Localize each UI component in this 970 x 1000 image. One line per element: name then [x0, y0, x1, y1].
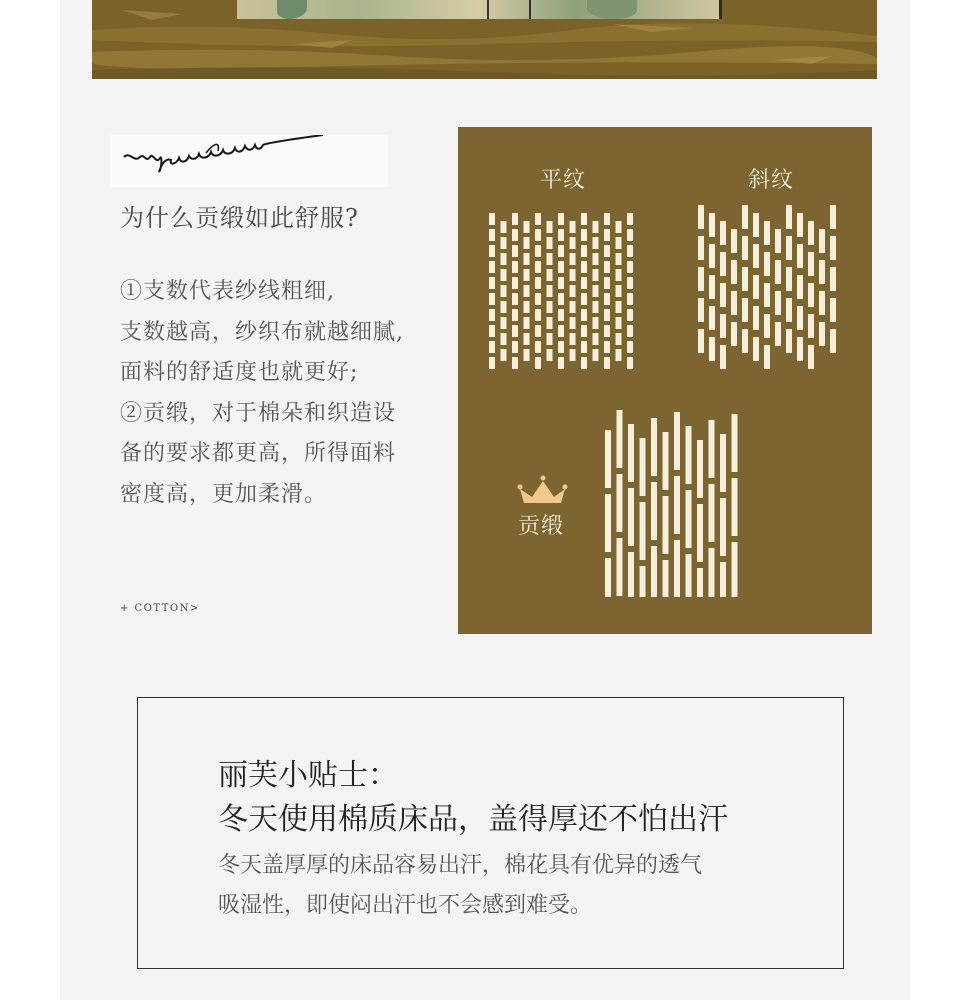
bedding-photo	[237, 0, 722, 19]
twill-weave-segment	[786, 267, 792, 291]
satin-weave-segment	[663, 496, 669, 554]
satin-weave-segment	[720, 562, 726, 597]
satin-weave-segment	[709, 548, 715, 597]
twill-weave-segment	[775, 229, 781, 253]
satin-weave-segment	[640, 502, 646, 560]
plain-weave-segment	[570, 285, 576, 297]
tip-box	[137, 697, 844, 969]
plain-weave-segment	[627, 293, 633, 305]
plain-weave-segment	[604, 245, 610, 257]
body-line: 面料的舒适度也就更好;	[120, 360, 359, 385]
plain-weave-segment	[616, 253, 622, 265]
twill-weave-segment	[720, 221, 726, 245]
satin-weave-segment	[686, 490, 692, 548]
satin-weave-segment	[628, 552, 634, 597]
twill-weave-segment	[808, 221, 814, 245]
plain-weave-segment	[524, 253, 530, 265]
twill-weave-segment	[698, 267, 704, 291]
plain-weave-segment	[593, 269, 599, 281]
twill-weave-segment	[764, 283, 770, 307]
plain-weave-segment	[616, 285, 622, 297]
twill-weave-segment	[753, 306, 759, 330]
twill-weave-segment	[720, 283, 726, 307]
satin-weave-segment	[686, 554, 692, 597]
plain-weave-segment	[558, 341, 564, 353]
plain-weave-segment	[547, 333, 553, 345]
satin-weave-segment	[640, 566, 646, 597]
twill-weave-segment	[753, 337, 759, 361]
plain-weave-segment	[581, 293, 587, 305]
plain-weave-segment	[616, 221, 622, 233]
plain-weave-segment	[535, 341, 541, 353]
plain-weave-segment	[604, 277, 610, 289]
plain-weave-segment	[535, 229, 541, 241]
plain-weave-segment	[627, 245, 633, 257]
twill-weave-segment	[819, 322, 825, 346]
plain-weave-segment	[627, 341, 633, 353]
plain-weave-segment	[627, 277, 633, 289]
plain-weave-segment	[570, 253, 576, 265]
plain-weave-segment	[558, 277, 564, 289]
plain-weave-segment	[616, 333, 622, 345]
plain-weave-segment	[547, 285, 553, 297]
satin-weave-segment	[605, 494, 611, 552]
tip-body	[218, 846, 702, 926]
satin-weave-segment	[605, 558, 611, 597]
satin-weave-segment	[674, 476, 680, 534]
plain-weave-segment	[570, 349, 576, 361]
twill-weave-segment	[709, 244, 715, 268]
plain-weave-segment	[501, 253, 507, 265]
script-word-box	[110, 135, 388, 187]
twill-weave-segment	[698, 236, 704, 260]
plain-weave-segment	[489, 245, 495, 257]
twill-weave-segment	[808, 283, 814, 307]
twill-weave-segment	[786, 236, 792, 260]
plain-weave-segment	[501, 221, 507, 233]
plain-weave-segment	[501, 269, 507, 281]
plain-weave-segment	[593, 285, 599, 297]
satin-weave-segment	[697, 504, 703, 562]
plain-weave-segment	[616, 349, 622, 361]
plain-weave-segment	[512, 325, 518, 337]
plain-weave-segment	[512, 277, 518, 289]
plain-weave-segment	[558, 357, 564, 369]
plain-weave-segment	[581, 229, 587, 241]
plain-weave-segment	[593, 333, 599, 345]
plain-weave-segment	[581, 341, 587, 353]
twill-weave-segment	[720, 345, 726, 369]
plain-weave-segment	[535, 357, 541, 369]
plain-weave-segment	[616, 301, 622, 313]
plain-weave-segment	[604, 309, 610, 321]
satin-weave-segment	[674, 540, 680, 597]
twill-weave-segment	[775, 322, 781, 346]
plain-weave-segment	[512, 213, 518, 225]
twill-weave-segment	[808, 314, 814, 338]
satin-weave-segment	[732, 414, 738, 472]
weave-panel	[458, 127, 872, 634]
satin-weave-segment	[720, 498, 726, 556]
plain-weave-segment	[581, 245, 587, 257]
plain-weave-segment	[627, 213, 633, 225]
twill-weave-segment	[731, 229, 737, 253]
satin-weave-segment	[663, 560, 669, 597]
plain-weave-segment	[547, 253, 553, 265]
cotton-tag: + COTTON>	[120, 603, 200, 614]
plain-weave-segment	[489, 341, 495, 353]
twill-weave-segment	[786, 298, 792, 322]
plain-weave-segment	[570, 269, 576, 281]
satin-weave-segment	[674, 412, 680, 470]
plain-weave-segment	[593, 317, 599, 329]
plain-weave-segment	[535, 325, 541, 337]
plain-weave-segment	[604, 341, 610, 353]
twill-weave-segment	[786, 205, 792, 229]
plain-weave-segment	[535, 277, 541, 289]
plain-weave-segment	[535, 245, 541, 257]
satin-weave-segment	[651, 482, 657, 540]
tip-subtitle: 冬天使用棉质床品，盖得厚还不怕出汗	[218, 802, 728, 837]
plain-weave-label: 平纹	[540, 168, 587, 193]
satin-weave-label: 贡缎	[518, 514, 565, 539]
twill-weave-segment	[709, 337, 715, 361]
plain-weave-segment	[489, 293, 495, 305]
plain-weave-segment	[535, 293, 541, 305]
satin-weave-segment	[605, 430, 611, 488]
plain-weave-segment	[593, 221, 599, 233]
plain-weave-segment	[512, 245, 518, 257]
twill-weave-segment	[797, 275, 803, 299]
satin-weave-segment	[628, 424, 634, 482]
tip-body-line: 吸湿性，即使闷出汗也不会感到难受。	[218, 893, 593, 918]
twill-weave-segment	[830, 267, 836, 291]
twill-weave-segment	[830, 329, 836, 353]
body-line: 密度高，更加柔滑。	[120, 481, 328, 507]
satin-weave-segment	[697, 568, 703, 597]
tip-body-line: 冬天盖厚厚的床品容易出汗，棉花具有优异的透气	[218, 853, 703, 878]
twill-weave-segment	[698, 329, 704, 353]
section-body	[120, 272, 450, 515]
twill-weave-segment	[775, 260, 781, 284]
plain-weave-segment	[547, 269, 553, 281]
satin-weave-segment	[697, 440, 703, 498]
plain-weave-segment	[524, 237, 530, 249]
twill-weave-segment	[720, 314, 726, 338]
satin-weave-segment	[617, 410, 623, 468]
twill-weave-segment	[764, 345, 770, 369]
plain-weave-segment	[616, 237, 622, 249]
twill-weave-segment	[797, 337, 803, 361]
plain-weave-segment	[501, 317, 507, 329]
plain-weave-segment	[581, 213, 587, 225]
twill-weave-segment	[830, 298, 836, 322]
twill-weave-segment	[808, 345, 814, 369]
plain-weave-segment	[558, 325, 564, 337]
plain-weave-segment	[524, 301, 530, 313]
twill-weave-segment	[764, 314, 770, 338]
plain-weave-segment	[593, 349, 599, 361]
plain-weave-segment	[512, 341, 518, 353]
twill-weave-segment	[830, 236, 836, 260]
plain-weave-segment	[604, 213, 610, 225]
plain-weave-segment	[581, 325, 587, 337]
plain-weave-segment	[604, 261, 610, 273]
body-line: 支数越高，纱织布就越细腻,	[120, 319, 404, 345]
plain-weave-segment	[512, 309, 518, 321]
twill-weave-segment	[764, 221, 770, 245]
plain-weave-segment	[524, 349, 530, 361]
twill-weave-segment	[742, 205, 748, 229]
plain-weave-segment	[581, 277, 587, 289]
twill-weave-segment	[753, 244, 759, 268]
plain-weave-segment	[547, 221, 553, 233]
plain-weave-segment	[627, 229, 633, 241]
plain-weave-segment	[489, 325, 495, 337]
section-heading: 为什么贡缎如此舒服?	[120, 204, 359, 232]
plain-weave-segment	[558, 245, 564, 257]
twill-weave-segment	[797, 213, 803, 237]
plain-weave-segment	[489, 309, 495, 321]
twill-weave-segment	[830, 205, 836, 229]
plain-weave-segment	[616, 317, 622, 329]
plain-weave-segment	[558, 293, 564, 305]
twill-weave-segment	[819, 260, 825, 284]
satin-weave-segment	[617, 474, 623, 532]
satin-weave-segment	[663, 432, 669, 490]
twill-weave-segment	[753, 275, 759, 299]
twill-weave-segment	[742, 298, 748, 322]
plain-weave-segment	[489, 213, 495, 225]
satin-weave-segment	[732, 542, 738, 597]
plain-weave-segment	[512, 229, 518, 241]
plain-weave-segment	[627, 325, 633, 337]
twill-weave-segment	[742, 236, 748, 260]
satin-weave-segment	[732, 478, 738, 536]
twill-weave-segment	[819, 229, 825, 253]
satin-weave-segment	[651, 546, 657, 597]
plain-weave-segment	[593, 237, 599, 249]
body-line: 备的要求都更高，所得面料	[120, 441, 397, 466]
twill-weave-segment	[731, 291, 737, 315]
twill-weave-segment	[753, 213, 759, 237]
twill-weave-segment	[797, 244, 803, 268]
plain-weave-segment	[501, 301, 507, 313]
plain-weave-segment	[547, 237, 553, 249]
plain-weave-segment	[558, 213, 564, 225]
plain-weave-segment	[489, 277, 495, 289]
plain-weave-segment	[512, 261, 518, 273]
plain-weave-segment	[627, 357, 633, 369]
twill-weave-segment	[786, 329, 792, 353]
top-banner-image	[92, 0, 877, 79]
plain-weave-segment	[547, 317, 553, 329]
plain-weave-segment	[535, 309, 541, 321]
satin-weave-segment	[617, 538, 623, 596]
plain-weave-segment	[604, 229, 610, 241]
twill-weave-segment	[819, 291, 825, 315]
plain-weave-segment	[570, 237, 576, 249]
satin-weave-segment	[709, 420, 715, 478]
satin-weave-segment	[686, 426, 692, 484]
twill-weave-segment	[808, 252, 814, 276]
plain-weave-segment	[570, 317, 576, 329]
plain-weave-segment	[524, 333, 530, 345]
script-word-handwriting	[110, 135, 388, 187]
plain-weave-segment	[535, 213, 541, 225]
plain-weave-segment	[627, 309, 633, 321]
plain-weave-segment	[558, 261, 564, 273]
plain-weave-segment	[570, 301, 576, 313]
plain-weave-segment	[535, 261, 541, 273]
satin-weave-segment	[709, 484, 715, 542]
plain-weave-segment	[604, 357, 610, 369]
twill-weave-segment	[709, 306, 715, 330]
twill-weave-segment	[764, 252, 770, 276]
plain-weave-segment	[627, 261, 633, 273]
twill-weave-segment	[731, 322, 737, 346]
plain-weave-segment	[616, 269, 622, 281]
twill-weave-segment	[742, 329, 748, 353]
twill-weave-label: 斜纹	[748, 168, 795, 193]
plain-weave-segment	[489, 229, 495, 241]
twill-weave-segment	[709, 213, 715, 237]
plain-weave-segment	[524, 317, 530, 329]
satin-weave-segment	[628, 488, 634, 546]
plain-weave-segment	[604, 325, 610, 337]
plain-weave-segment	[524, 221, 530, 233]
plain-weave-segment	[512, 293, 518, 305]
plain-weave-segment	[501, 349, 507, 361]
twill-weave-segment	[775, 291, 781, 315]
plain-weave-segment	[558, 229, 564, 241]
body-line: ①支数代表纱线粗细,	[120, 279, 335, 304]
weave-diagram	[458, 127, 872, 634]
plain-weave-segment	[581, 357, 587, 369]
twill-weave-segment	[742, 267, 748, 291]
plain-weave-segment	[593, 301, 599, 313]
plain-weave-segment	[558, 309, 564, 321]
plain-weave-segment	[581, 261, 587, 273]
plain-weave-segment	[501, 285, 507, 297]
satin-weave-segment	[640, 438, 646, 496]
plain-weave-segment	[512, 357, 518, 369]
twill-weave-segment	[797, 306, 803, 330]
tip-title: 丽芙小贴士：	[218, 758, 398, 793]
twill-weave-segment	[720, 252, 726, 276]
twill-weave-segment	[698, 205, 704, 229]
plain-weave-segment	[501, 333, 507, 345]
satin-weave-segment	[651, 418, 657, 476]
twill-weave-segment	[731, 260, 737, 284]
plain-weave-segment	[604, 293, 610, 305]
plain-weave-segment	[489, 357, 495, 369]
plain-weave-segment	[547, 349, 553, 361]
plain-weave-segment	[501, 237, 507, 249]
plain-weave-segment	[547, 301, 553, 313]
plain-weave-segment	[489, 261, 495, 273]
plain-weave-segment	[524, 269, 530, 281]
plain-weave-segment	[593, 253, 599, 265]
twill-weave-segment	[698, 298, 704, 322]
satin-weave-segment	[720, 434, 726, 492]
crown-icon	[518, 476, 568, 504]
plain-weave-segment	[524, 285, 530, 297]
body-line: ②贡缎，对于棉朵和织造设	[120, 400, 397, 426]
plain-weave-segment	[570, 333, 576, 345]
plain-weave-segment	[570, 221, 576, 233]
plain-weave-segment	[581, 309, 587, 321]
twill-weave-segment	[709, 275, 715, 299]
